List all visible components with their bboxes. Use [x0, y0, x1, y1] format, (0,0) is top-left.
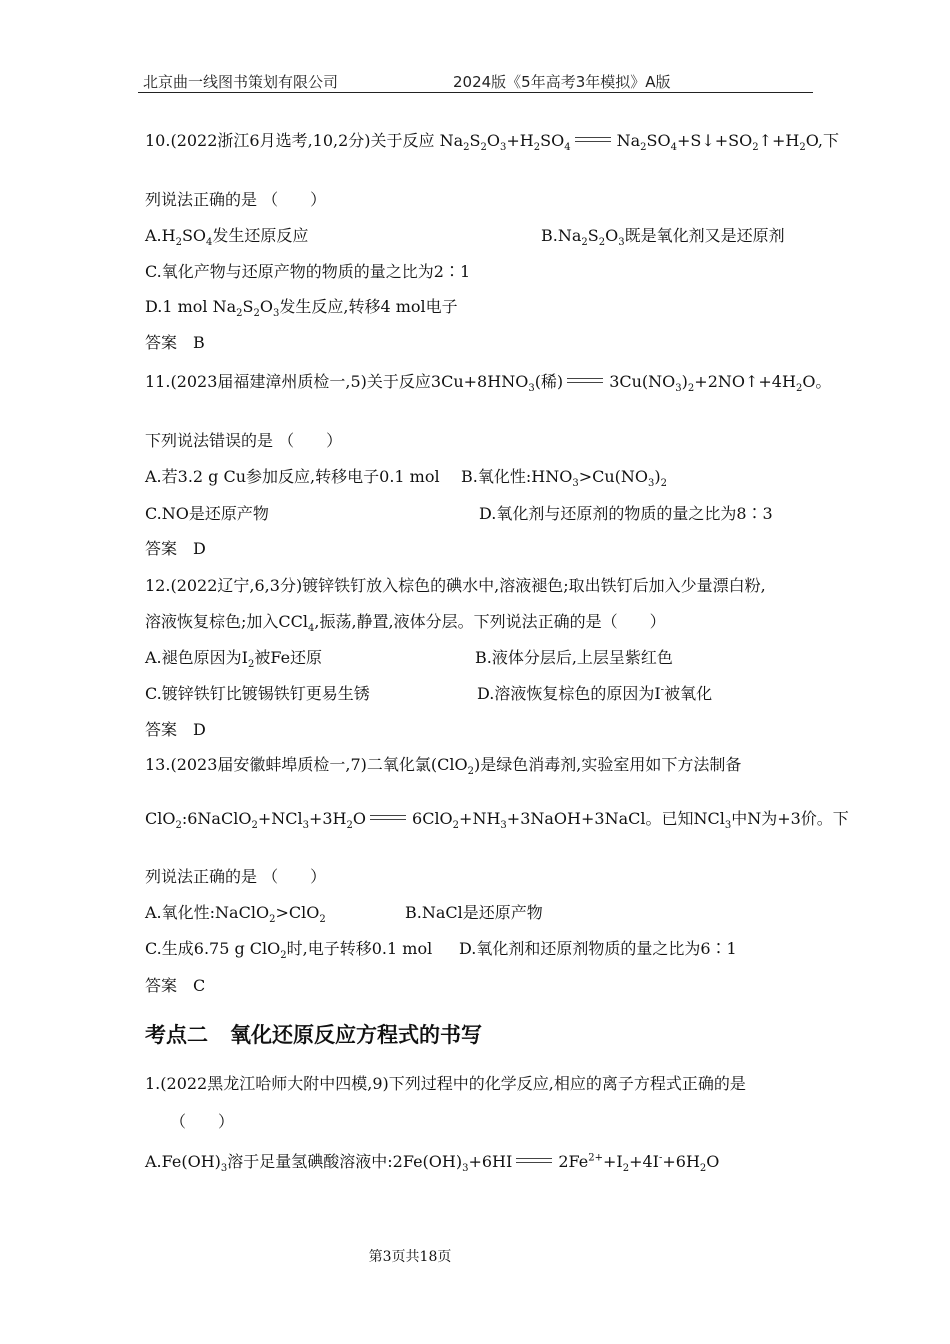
q10-answer: 答案 B — [145, 333, 205, 352]
equals-sign — [516, 1156, 552, 1170]
q1-answer-paren: （ ） — [170, 1112, 235, 1131]
equals-sign — [370, 813, 406, 827]
q11-stem: 11.(2023届福建漳州质检一,5)关于反应$3Cu+8HNO_3$(稀) $3Cu(NO_3)_2+2NO↑+4H_2O$。 — [145, 372, 832, 395]
q12-option-c: C.镀锌铁钉比镀锡铁钉更易生锈 — [145, 684, 370, 703]
q10-stem-continued: 列说法正确的是 （ ） — [145, 190, 327, 209]
header-book-title: 2024版《5年高考3年模拟》A版 — [453, 73, 671, 91]
q10-option-b: $B.Na_2S_2O_3$既是氧化剂又是还原剂 — [541, 226, 785, 249]
q13-stem-line1: 13.(2023届安徽蚌埠质检一,7)二氧化氯(ClO$_2$)是绿色消毒剂,实验室用如下方法制备 — [145, 755, 742, 778]
header-divider — [138, 92, 813, 93]
q10-stem: 10.(2022浙江6月选考,10,2分)关于反应 $Na_2S_2O_3+H_2SO_4$ $Na_2SO_4+S↓+SO_2↑+H_2O$,下 — [145, 131, 840, 154]
q13-stem-line2: $ClO_2:6NaClO_2+NCl_3+3H_2O$ $6ClO_2+NH_3+3NaOH+3NaCl$。已知NCl$_3$中N为+3价。下 — [145, 809, 849, 832]
q13-answer: 答案 C — [145, 976, 206, 995]
q12-option-b: B.液体分层后,上层呈紫红色 — [475, 648, 673, 667]
section-label: 考点二 — [145, 1023, 208, 1047]
q11-stem-continued: 下列说法错误的是 （ ） — [145, 431, 343, 450]
q11-option-c: C.NO是还原产物 — [145, 504, 269, 523]
section-heading — [145, 1019, 482, 1049]
q10-option-c: C.氧化产物与还原产物的物质的量之比为2∶1 — [145, 262, 471, 281]
q13-option-a: A.氧化性:NaClO$_2$>ClO$_2$ — [145, 903, 326, 926]
q13-option-c: C.生成6.75 g ClO$_2$时,电子转移0.1 mol — [145, 939, 433, 962]
q12-stem-line2: 溶液恢复棕色;加入CCl$_4$,振荡,静置,液体分层。下列说法正确的是（ ） — [145, 612, 666, 635]
section-title: 氧化还原反应方程式的书写 — [230, 1023, 482, 1047]
page-footer: 第3页共18页 — [368, 1249, 452, 1265]
q10-option-d: D.1 mol $Na_2S_2O_3$发生反应,转移4 mol电子 — [145, 297, 458, 320]
q13-stem-continued: 列说法正确的是 （ ） — [145, 867, 327, 886]
q12-answer: 答案 D — [145, 720, 206, 739]
q12-stem-line1: 12.(2022辽宁,6,3分)镀锌铁钉放入棕色的碘水中,溶液褪色;取出铁钉后加入少量漂白粉, — [145, 576, 766, 595]
q11-option-b: B.氧化性$:HNO_3>Cu(NO_3)_2$ — [461, 467, 668, 490]
q12-option-d: D.溶液恢复棕色的原因为I-被氧化 — [477, 684, 713, 703]
q10-option-a: $A.H_2SO_4$发生还原反应 — [145, 226, 309, 249]
q1-option-a: $A.Fe(OH)_3$溶于足量氢碘酸溶液中$:2Fe(OH)_3+6HI$ $2Fe^{2+}+I_2+4I^-+6H_2O$ — [145, 1152, 720, 1175]
q11-option-d: D.氧化剂与还原剂的物质的量之比为8∶3 — [479, 504, 773, 523]
equals-sign — [575, 135, 611, 149]
q13-option-d: D.氧化剂和还原剂物质的量之比为6∶1 — [459, 939, 737, 958]
q1-stem: 1.(2022黑龙江哈师大附中四模,9)下列过程中的化学反应,相应的离子方程式正确的是 — [145, 1074, 746, 1093]
q11-option-a: A.若3.2 g Cu参加反应,转移电子0.1 mol — [145, 467, 440, 486]
header-publisher: 北京曲一线图书策划有限公司 — [143, 73, 339, 91]
q12-option-a: A.褪色原因为$I_2$被Fe还原 — [145, 648, 323, 671]
equals-sign — [567, 376, 603, 390]
q11-answer: 答案 D — [145, 539, 206, 558]
q13-option-b: B.NaCl是还原产物 — [405, 903, 543, 922]
